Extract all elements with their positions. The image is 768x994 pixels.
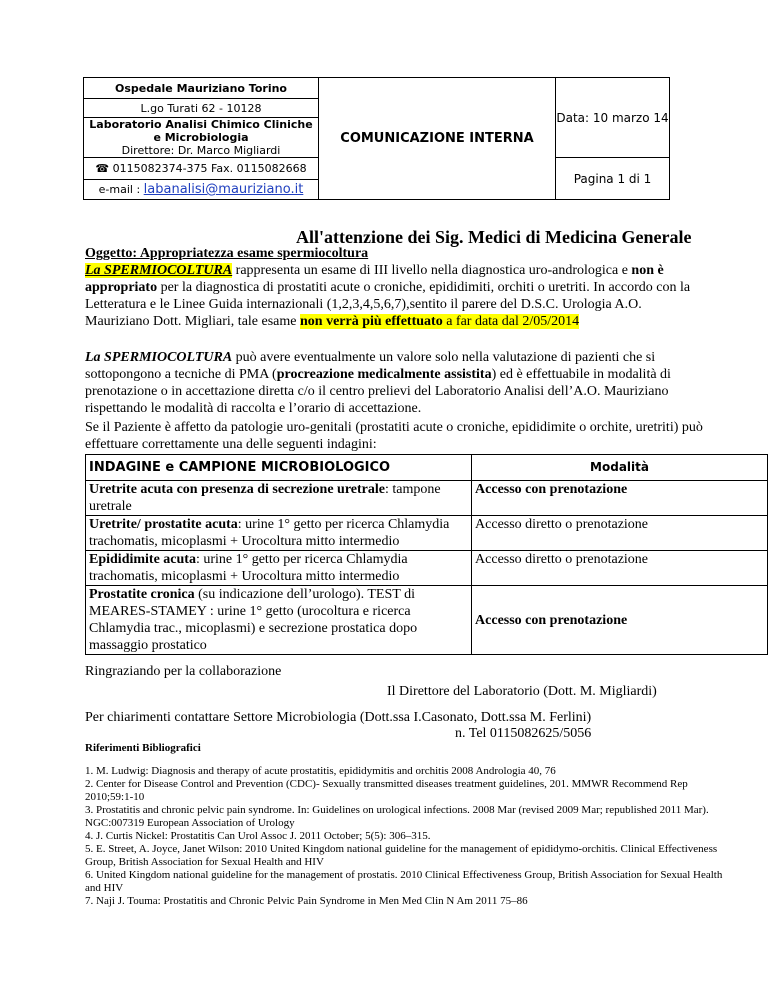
thanks-line: Ringraziando per la collaborazione bbox=[85, 664, 282, 679]
email-label: e-mail : bbox=[98, 183, 144, 196]
table-row bbox=[86, 551, 768, 586]
reference-item: 1. M. Ludwig: Diagnosis and therapy of acute prostatitis, epididymitis and orchitis 2008 Andrologia 40, 76 bbox=[85, 765, 556, 777]
paragraph-2 bbox=[85, 349, 705, 417]
table-header-exam: INDAGINE e CAMPIONE MICROBIOLOGICO bbox=[86, 455, 472, 481]
reference-item: 6. United Kingdom national guideline for the management of prostatis. 2010 Clinical Effectiveness Group, British Association for Sexual Health and HIV bbox=[85, 869, 723, 894]
para1-bold-2: non verrà più effettuato bbox=[300, 314, 443, 329]
lab-phone: ☎ 0115082374-375 Fax. 0115082668 bbox=[84, 158, 319, 180]
exam-name: Uretrite/ prostatite acuta bbox=[89, 517, 238, 532]
para1-text-2: per la diagnostica di prostatiti acute o croniche, epididimiti, orchiti o uretriti. In accordo con la Letteratura e le Linee Guida internazionali (1,2,3,4,5,6,7),sentito il parere del D.S.C. Urologia A.O. Mauriziano Dott. Migliari, tale esame bbox=[85, 280, 691, 329]
attention-line: All'attenzione dei Sig. Medici di Medicina Generale bbox=[296, 227, 692, 247]
lab-cell bbox=[84, 118, 319, 158]
spermiocoltura-lead-2: La SPERMIOCOLTURA bbox=[85, 350, 233, 365]
exam-table bbox=[85, 454, 768, 655]
page-number: Pagina 1 di 1 bbox=[556, 158, 670, 200]
references-list bbox=[85, 765, 725, 908]
paragraph-3: Se il Paziente è affetto da patologie uro-genitali (prostatiti acute o croniche, epididimite o orchite, uretriti) può effettuare correttamente una delle seguenti indagini: bbox=[85, 420, 703, 452]
lab-director: Direttore: Dr. Marco Migliardi bbox=[121, 144, 281, 157]
reference-item: 5. E. Street, A. Joyce, Janet Wilson: 2010 United Kingdom national guideline for the management of epididymo-orchitis. Clinical Effectiveness Group, British Association for Sexual Health and HIV bbox=[85, 843, 718, 868]
contact-line: Per chiarimenti contattare Settore Microbiologia (Dott.ssa I.Casonato, Dott.ssa M. Ferlini) bbox=[85, 710, 592, 725]
exam-cell bbox=[86, 516, 472, 551]
hospital-name: Ospedale Mauriziano Torino bbox=[84, 78, 319, 99]
exam-cell bbox=[86, 551, 472, 586]
lab-name: Laboratorio Analisi Chimico Cliniche e Microbiologia bbox=[89, 118, 313, 144]
refs-title: Riferimenti Bibliografici bbox=[85, 742, 201, 754]
table-row bbox=[86, 516, 768, 551]
para1-text-1: rappresenta un esame di III livello nella diagnostica uro-andrologica e bbox=[232, 263, 632, 278]
exam-name: Uretrite acuta con presenza di secrezione uretrale bbox=[89, 482, 385, 497]
exam-cell bbox=[86, 481, 472, 516]
letterhead-table bbox=[83, 77, 670, 200]
para1-bold-1: non è appropriato bbox=[85, 263, 664, 295]
doc-type: COMUNICAZIONE INTERNA bbox=[319, 78, 556, 200]
exam-name: Prostatite cronica bbox=[89, 587, 195, 602]
spermiocoltura-lead-1: La SPERMIOCOLTURA bbox=[85, 263, 233, 278]
table-header-mode: Modalità bbox=[472, 455, 768, 481]
exam-cell bbox=[86, 586, 472, 655]
phone-line: n. Tel 0115082625/5056 bbox=[455, 726, 592, 741]
exam-detail: : urine 1° getto per ricerca Chlamydia trachomatis, micoplasmi + Urocoltura mitto intermedio bbox=[89, 552, 408, 584]
mode-cell: Accesso diretto o prenotazione bbox=[472, 516, 768, 551]
reference-item: 2. Center for Disease Control and Prevention (CDC)- Sexually transmitted diseases treatment guidelines, 201. MMWR Recommend Rep 2010;59:1-10 bbox=[85, 778, 688, 803]
lab-email-cell bbox=[84, 180, 319, 200]
para2-text-1: può avere eventualmente un valore solo nella valutazione di pazienti che si sottopongono a tecniche di PMA ( bbox=[85, 350, 656, 382]
reference-item: 3. Prostatitis and chronic pelvic pain syndrome. In: Guidelines on urological infections. 2008 Mar (revised 2009 Mar; republished 2011 Mar). NGC:007319 European Association of Urology bbox=[85, 804, 709, 829]
exam-detail: : urine 1° getto per ricerca Chlamydia trachomatis, micoplasmi + Urocoltura mitto intermedio bbox=[89, 517, 450, 549]
para2-bold-1: procreazione medicalmente assistita bbox=[276, 367, 492, 382]
mode-cell: Accesso diretto o prenotazione bbox=[472, 551, 768, 586]
table-row bbox=[86, 481, 768, 516]
exam-detail: : tampone uretrale bbox=[89, 482, 441, 514]
mode-cell: Accesso con prenotazione bbox=[472, 586, 768, 655]
mode-cell: Accesso con prenotazione bbox=[472, 481, 768, 516]
signature: Il Direttore del Laboratorio (Dott. M. Migliardi) bbox=[387, 684, 657, 699]
paragraph-1 bbox=[85, 262, 705, 330]
hospital-address: L.go Turati 62 - 10128 bbox=[84, 99, 319, 118]
exam-detail: (su indicazione dell’urologo). TEST di MEARES-STAMEY : urine 1° getto (urocoltura e ricerca Chlamydia trac., micoplasmi) e secrezione prostatica dopo massaggio prostatico bbox=[89, 587, 418, 653]
para2-text-2: ) ed è effettuabile in modalità di prenotazione o in accettazione diretta c/o il centro prelievi del Laboratorio Analisi dell’A.O. Mauriziano rispettando le modalità di raccolta e l’orario di accettazione. bbox=[85, 367, 671, 416]
subject-line: Oggetto: Appropriatezza esame spermiocoltura bbox=[85, 246, 369, 261]
table-row bbox=[86, 586, 768, 655]
para1-text-3: a far data dal 2/05/2014 bbox=[442, 314, 580, 329]
reference-item: 4. J. Curtis Nickel: Prostatitis Can Urol Assoc J. 2011 October; 5(5): 306–315. bbox=[85, 830, 431, 842]
subject-and-intro bbox=[85, 245, 705, 330]
doc-date: Data: 10 marzo 14 bbox=[556, 78, 670, 158]
exam-name: Epididimite acuta bbox=[89, 552, 196, 567]
email-link[interactable]: labanalisi@mauriziano.it bbox=[143, 182, 304, 197]
reference-item: 7. Naji J. Touma: Prostatitis and Chronic Pelvic Pain Syndrome in Men Med Clin N Am 2011 75–86 bbox=[85, 895, 528, 907]
